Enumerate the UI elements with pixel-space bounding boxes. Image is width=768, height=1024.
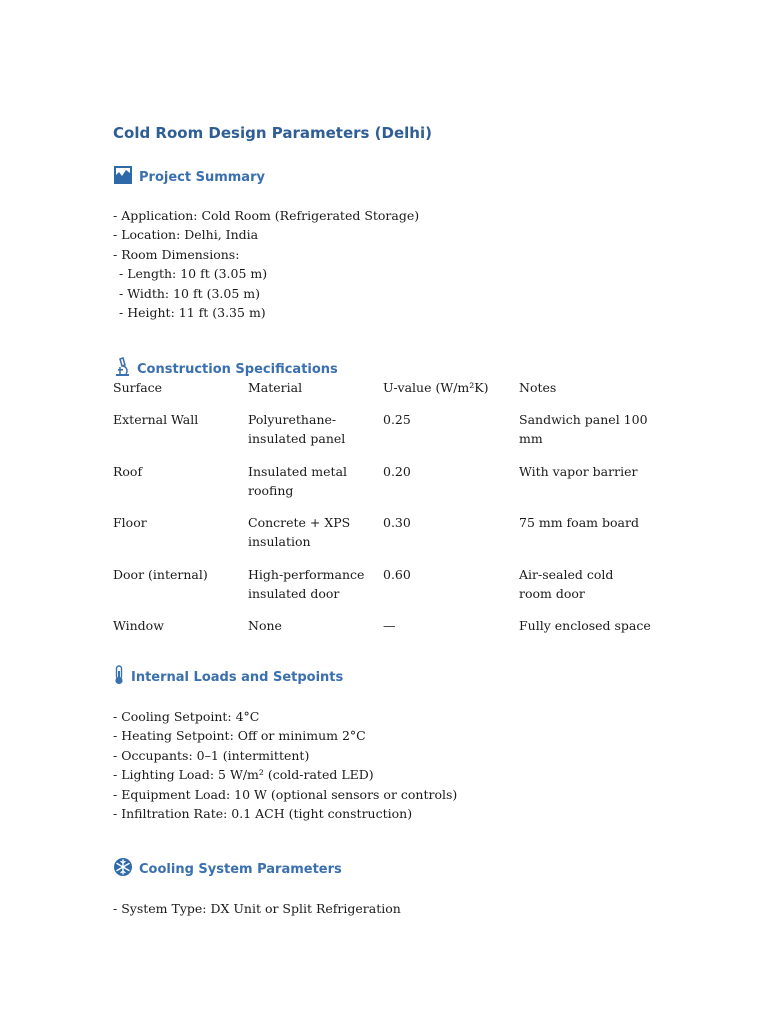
cell-material [248,410,383,462]
cell-surface: Door (internal) [113,567,208,582]
cell-surface: External Wall [113,412,199,427]
column-header: U-value (W/m²K) [383,380,489,395]
cell-u-value: 0.30 [383,515,411,530]
section-heading-summary [113,165,265,189]
cell-line: roofing [248,483,294,498]
section-heading-label: Project Summary [139,169,265,185]
cell-u-value: — [383,618,396,633]
cell-line: With vapor barrier [519,464,638,479]
list-item: - Heating Setpoint: Off or minimum 2°C [113,728,366,744]
cell-surface: Window [113,618,164,633]
cell-line: 75 mm foam board [519,515,639,530]
cell-line: Air-sealed cold [519,567,614,582]
column-header: Notes [519,380,557,395]
table-header-row [113,378,654,410]
summary-list [113,206,419,322]
cell-line: Polyurethane- [248,412,337,427]
cell-u-value: 0.60 [383,567,411,582]
thermometer-icon [113,665,125,689]
snowflake-icon [113,857,133,881]
list-item: - Length: 10 ft (3.05 m) [119,266,268,282]
list-item: - Occupants: 0–1 (intermittent) [113,747,310,763]
section-heading-label: Cooling System Parameters [139,861,342,877]
list-item: - Height: 11 ft (3.35 m) [119,304,266,320]
section-heading-cooling [113,857,342,881]
cell-line: insulation [248,534,311,549]
list-item: - Application: Cold Room (Refrigerated Storage) [113,208,420,223]
cell-material [248,462,383,513]
cell-notes [519,462,654,513]
cell-u-value: 0.25 [383,412,411,427]
cell-notes [519,410,654,462]
section-heading-loads [113,665,343,689]
section-heading-label: Internal Loads and Setpoints [131,669,344,685]
cell-line: Concrete + XPS [248,515,351,530]
cell-line: mm [519,431,543,446]
cell-line: Fully enclosed space [519,618,651,633]
cell-material [248,616,383,640]
column-header: Surface [113,380,163,395]
list-item: - Lighting Load: 5 W/m² (cold-rated LED) [113,767,374,783]
list-item: - Cooling Setpoint: 4°C [113,709,260,724]
table-row [113,565,654,616]
construction-table [113,378,654,640]
cell-line: Insulated metal [248,464,348,479]
column-header: Material [248,380,303,395]
cell-material [248,565,383,616]
list-item: - Location: Delhi, India [113,227,259,243]
cell-line: Sandwich panel 100 [519,412,648,427]
cell-line: room door [519,586,585,601]
list-item: - Width: 10 ft (3.05 m) [119,285,260,301]
list-item: - Infiltration Rate: 0.1 ACH (tight construction) [113,805,413,821]
table-row [113,410,654,462]
list-item: - Room Dimensions: [113,246,240,262]
cell-material [248,513,383,565]
cooling-list [113,899,401,918]
cell-notes [519,565,654,616]
cell-line: High-performance [248,567,365,582]
table-row [113,462,654,513]
table-row [113,616,654,640]
cell-line: insulated panel [248,431,346,446]
list-item: - System Type: DX Unit or Split Refrigeration [113,901,401,916]
cell-u-value: 0.20 [383,464,411,479]
cell-line: None [248,618,282,633]
cell-surface: Roof [113,464,143,479]
cell-line: insulated door [248,586,340,601]
cell-notes [519,616,654,640]
cell-surface: Floor [113,515,147,530]
loads-list [113,707,457,823]
section-heading-label: Construction Specifications [137,361,338,377]
list-item: - Equipment Load: 10 W (optional sensors or controls) [113,786,458,802]
chart-icon [113,165,133,189]
cell-notes [519,513,654,565]
table-row [113,513,654,565]
document-title: Cold Room Design Parameters (Delhi) [113,124,432,142]
